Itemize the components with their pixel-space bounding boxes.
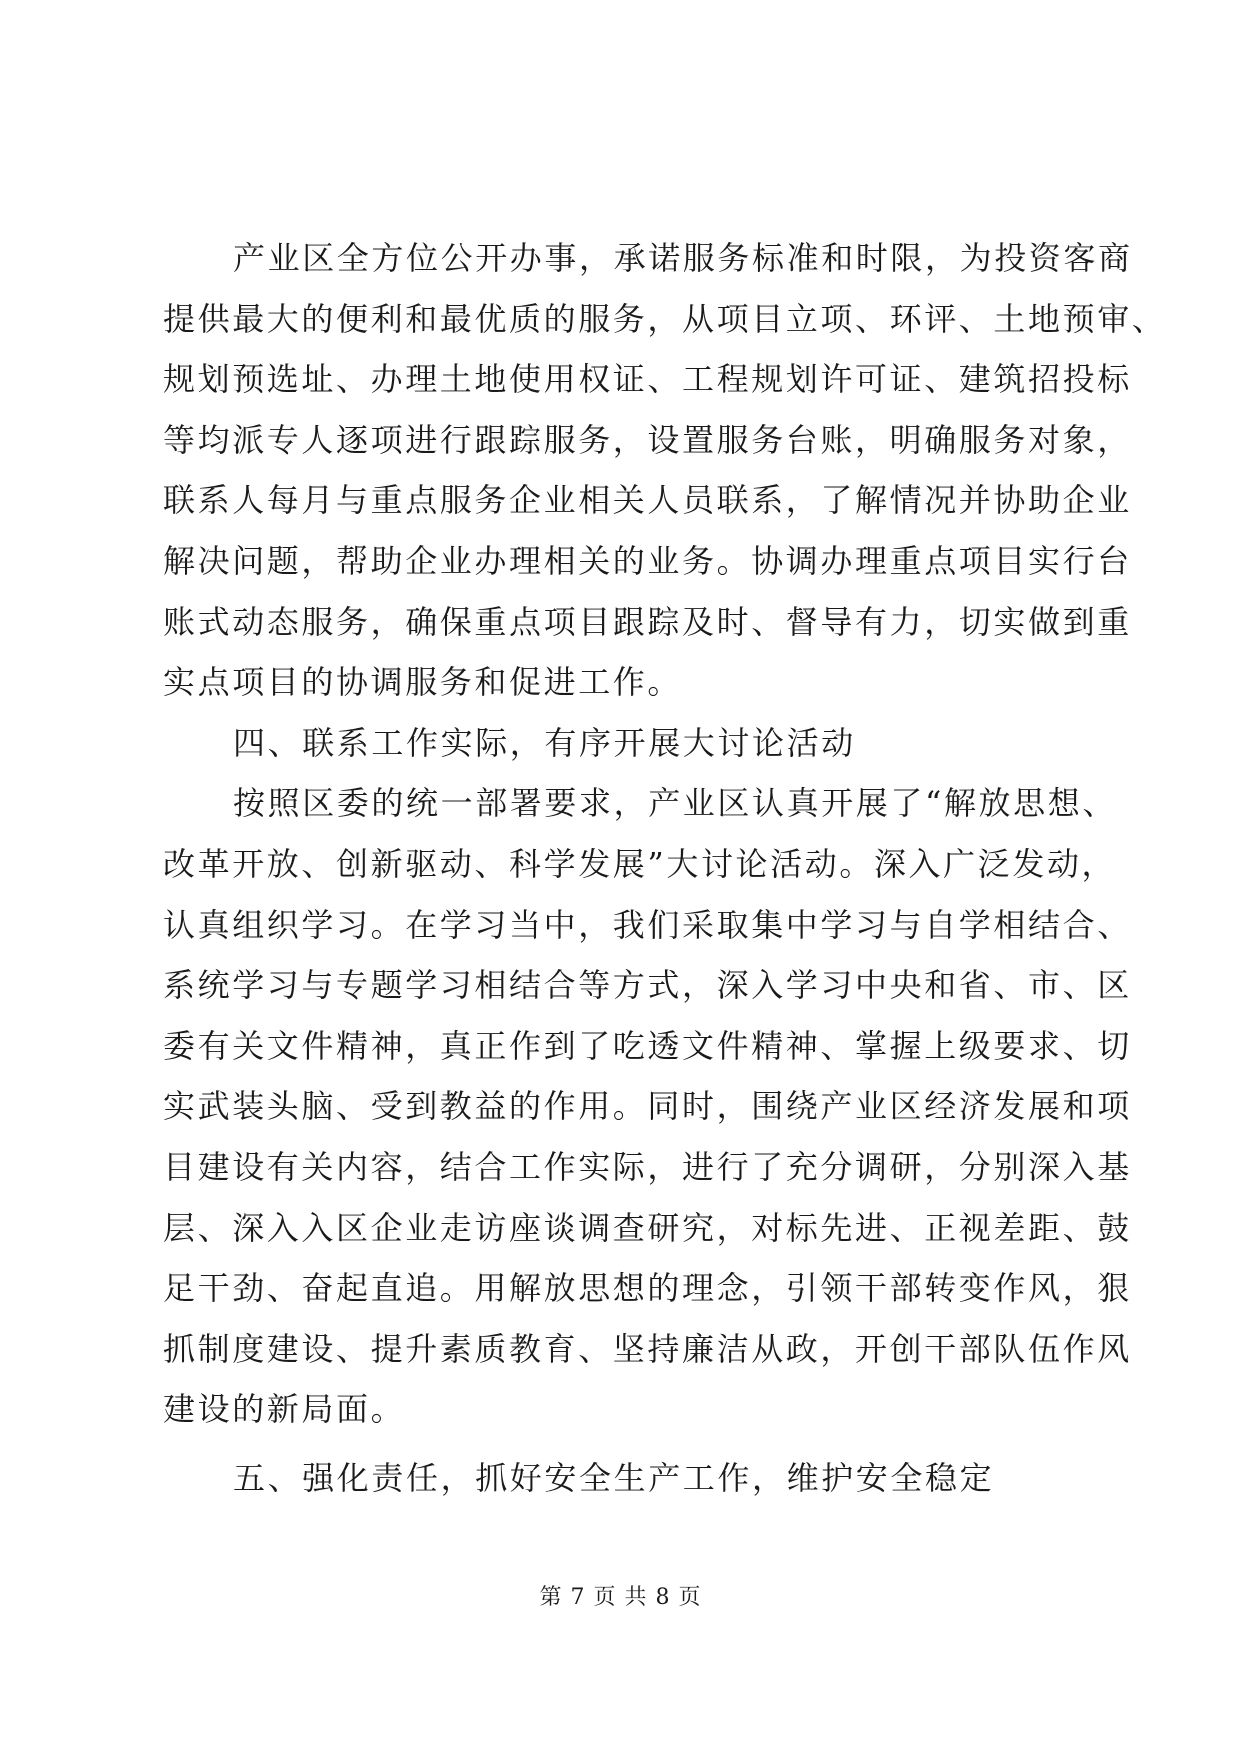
document-body: [163, 228, 1167, 1508]
text-line: 提供最大的便利和最优质的服务，从项目立项、环评、土地预审、: [163, 299, 1167, 338]
text-line: 抓制度建设、提升素质教育、坚持廉洁从政，开创干部队伍作风: [163, 1329, 1132, 1368]
text-line: 层、深入入区企业走访座谈调查研究，对标先进、正视差距、鼓: [163, 1208, 1132, 1247]
text-line: 解决问题，帮助企业办理相关的业务。协调办理重点项目实行台: [163, 541, 1132, 580]
text-line: 改革开放、创新驱动、科学发展”大讨论活动。深入广泛发动，: [163, 844, 1117, 883]
page-number-footer: 第 7 页 共 8 页: [539, 1585, 702, 1610]
text-line: 系统学习与专题学习相结合等方式，深入学习中央和省、市、区: [163, 966, 1132, 1005]
text-line: 实点项目的协调服务和促进工作。: [163, 663, 683, 702]
text-line: 委有关文件精神，真正作到了吃透文件精神、掌握上级要求、切: [163, 1026, 1132, 1065]
text-line: 产业区全方位公开办事，承诺服务标准和时限，为投资客商: [233, 239, 1133, 277]
text-line: 认真组织学习。在学习当中，我们采取集中学习与自学相结合、: [163, 905, 1132, 944]
text-line: 实武装头脑、受到教益的作用。同时，围绕产业区经济发展和项: [163, 1087, 1132, 1126]
text-line: 联系人每月与重点服务企业相关人员联系，了解情况并协助企业: [163, 481, 1132, 520]
text-line: 按照区委的统一部署要求，产业区认真开展了“解放思想、: [233, 784, 1117, 823]
text-line: 等均派专人逐项进行跟踪服务，设置服务台账，明确服务对象，: [163, 420, 1132, 459]
text-line: 建设的新局面。: [163, 1390, 406, 1429]
text-line: 账式动态服务，确保重点项目跟踪及时、督导有力，切实做到重: [163, 602, 1132, 641]
text-line: 目建设有关内容，结合工作实际，进行了充分调研，分别深入基: [163, 1147, 1132, 1186]
section-heading-5: 五、强化责任，抓好安全生产工作，维护安全稳定: [233, 1458, 995, 1497]
text-line: 规划预选址、办理土地使用权证、工程规划许可证、建筑招投标: [163, 360, 1132, 399]
section-heading-4: 四、联系工作实际，有序开展大讨论活动: [233, 723, 856, 762]
text-line: 足干劲、奋起直追。用解放思想的理念，引领干部转变作风，狠: [163, 1269, 1132, 1308]
